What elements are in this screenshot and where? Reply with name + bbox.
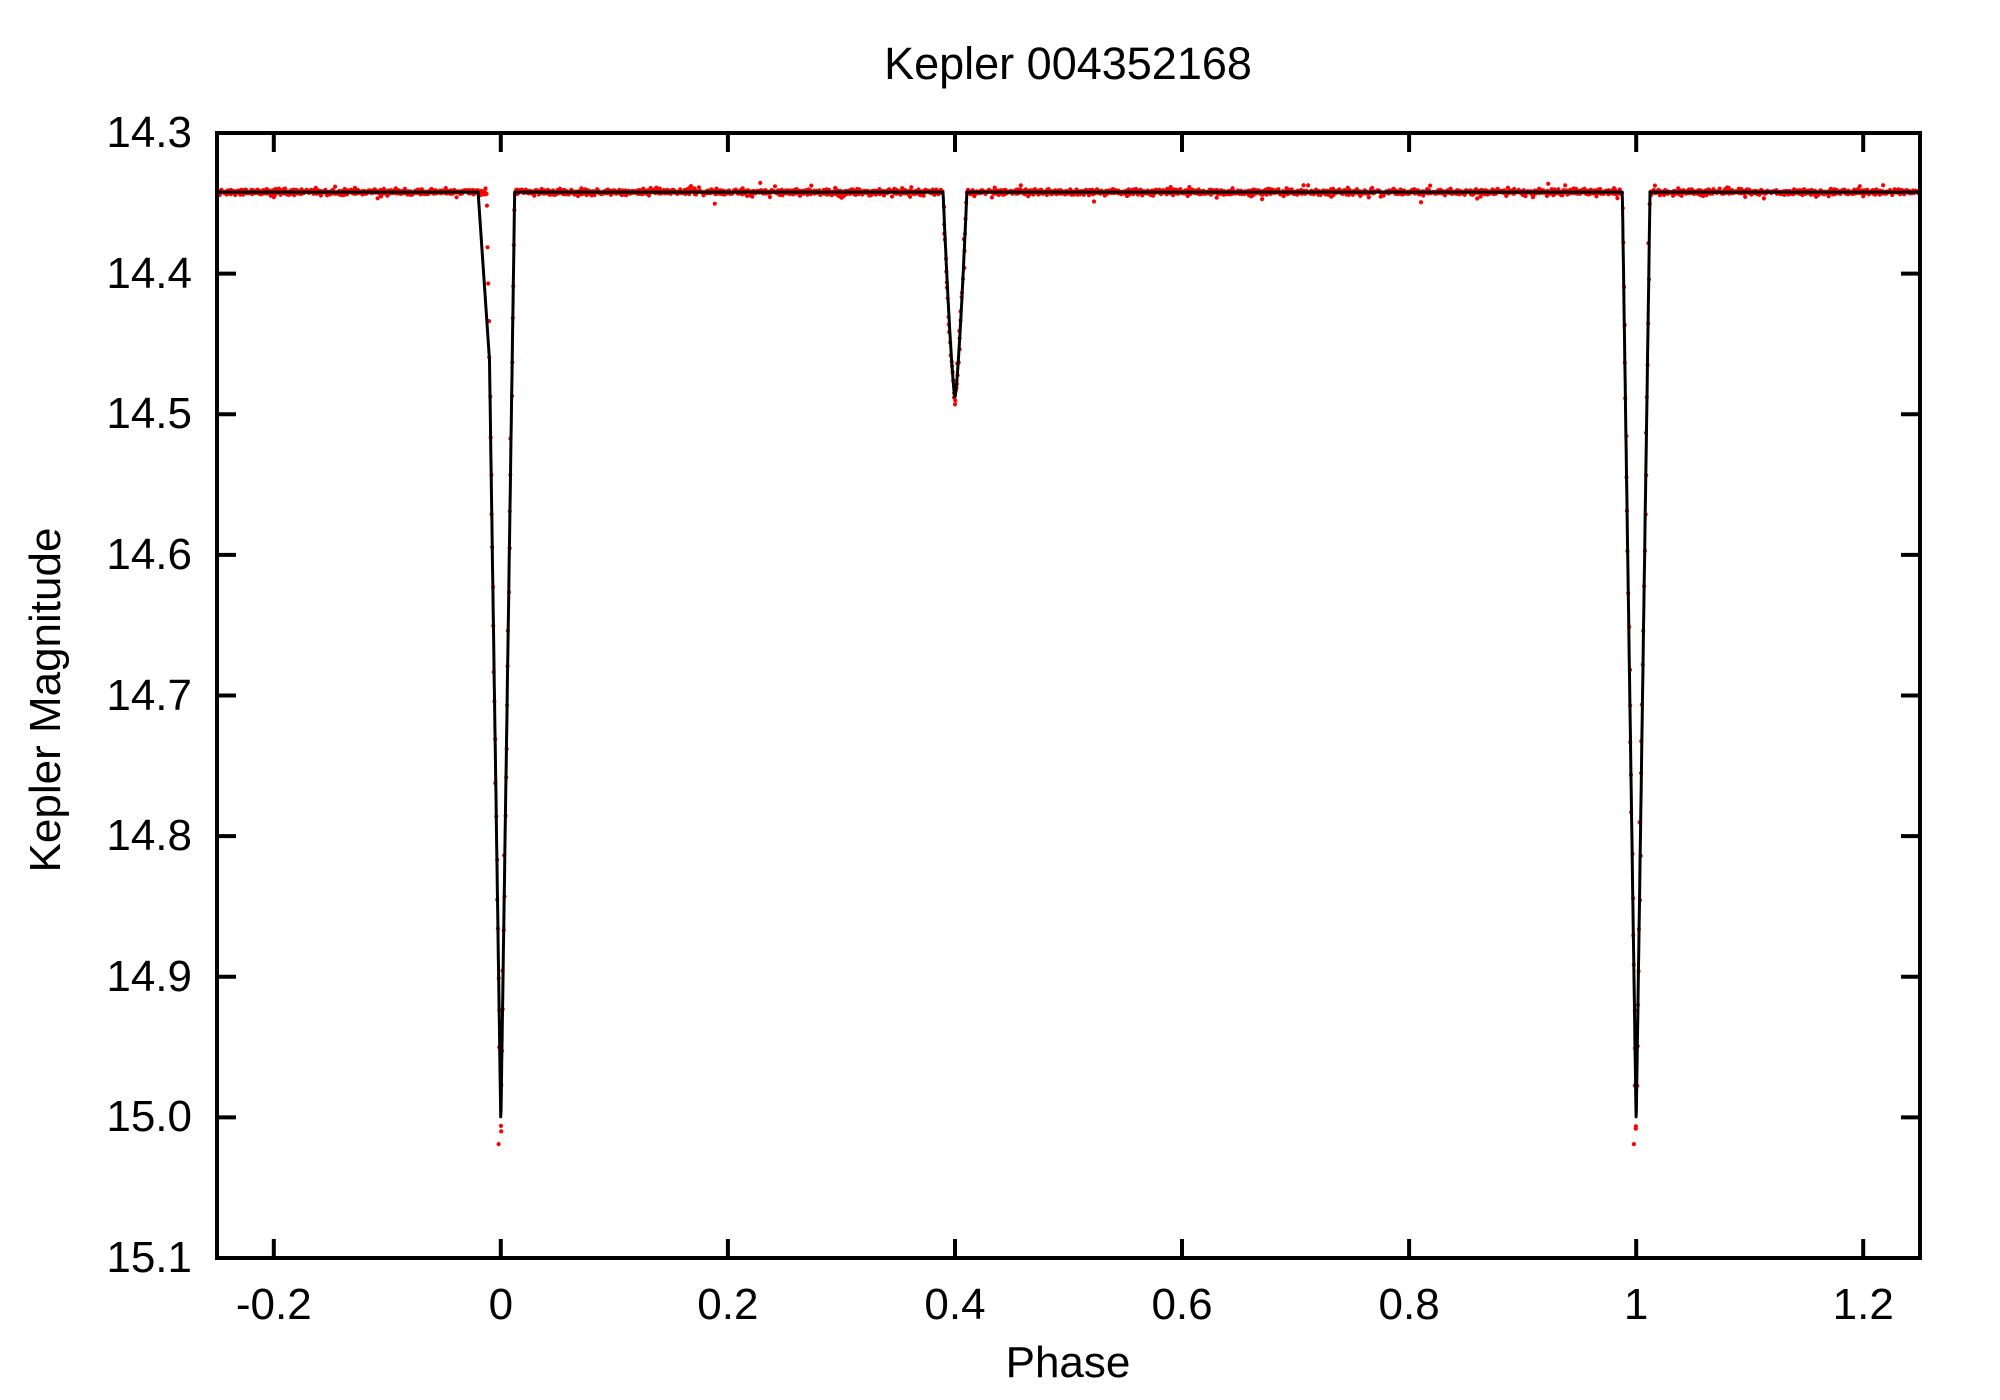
x-tick-label: 1.2: [1832, 1280, 1894, 1329]
x-tick-label: -0.2: [235, 1280, 312, 1329]
x-tick-label: 0.4: [924, 1280, 986, 1329]
x-tick-label: 0: [488, 1280, 514, 1329]
y-tick-label: 15.1: [106, 1233, 192, 1282]
x-tick-label: 0.6: [1151, 1280, 1213, 1329]
x-tick-label: 0.8: [1378, 1280, 1440, 1329]
y-tick-label: 14.6: [106, 529, 192, 579]
y-tick-label: 14.9: [106, 951, 192, 1001]
y-tick-label: 14.3: [106, 108, 192, 157]
x-tick-label: 1: [1623, 1280, 1649, 1329]
y-axis-label: Kepler Magnitude: [21, 527, 70, 873]
chart-title: Kepler 004352168: [884, 38, 1252, 89]
y-tick-label: 14.8: [106, 811, 192, 861]
y-tick-label: 14.7: [106, 670, 192, 720]
y-tick-label: 14.4: [106, 248, 192, 298]
x-axis-label: Phase: [1005, 1338, 1131, 1387]
y-tick-label: 14.5: [106, 389, 192, 439]
x-tick-label: 0.2: [697, 1280, 759, 1329]
y-tick-label: 15.0: [106, 1092, 192, 1142]
